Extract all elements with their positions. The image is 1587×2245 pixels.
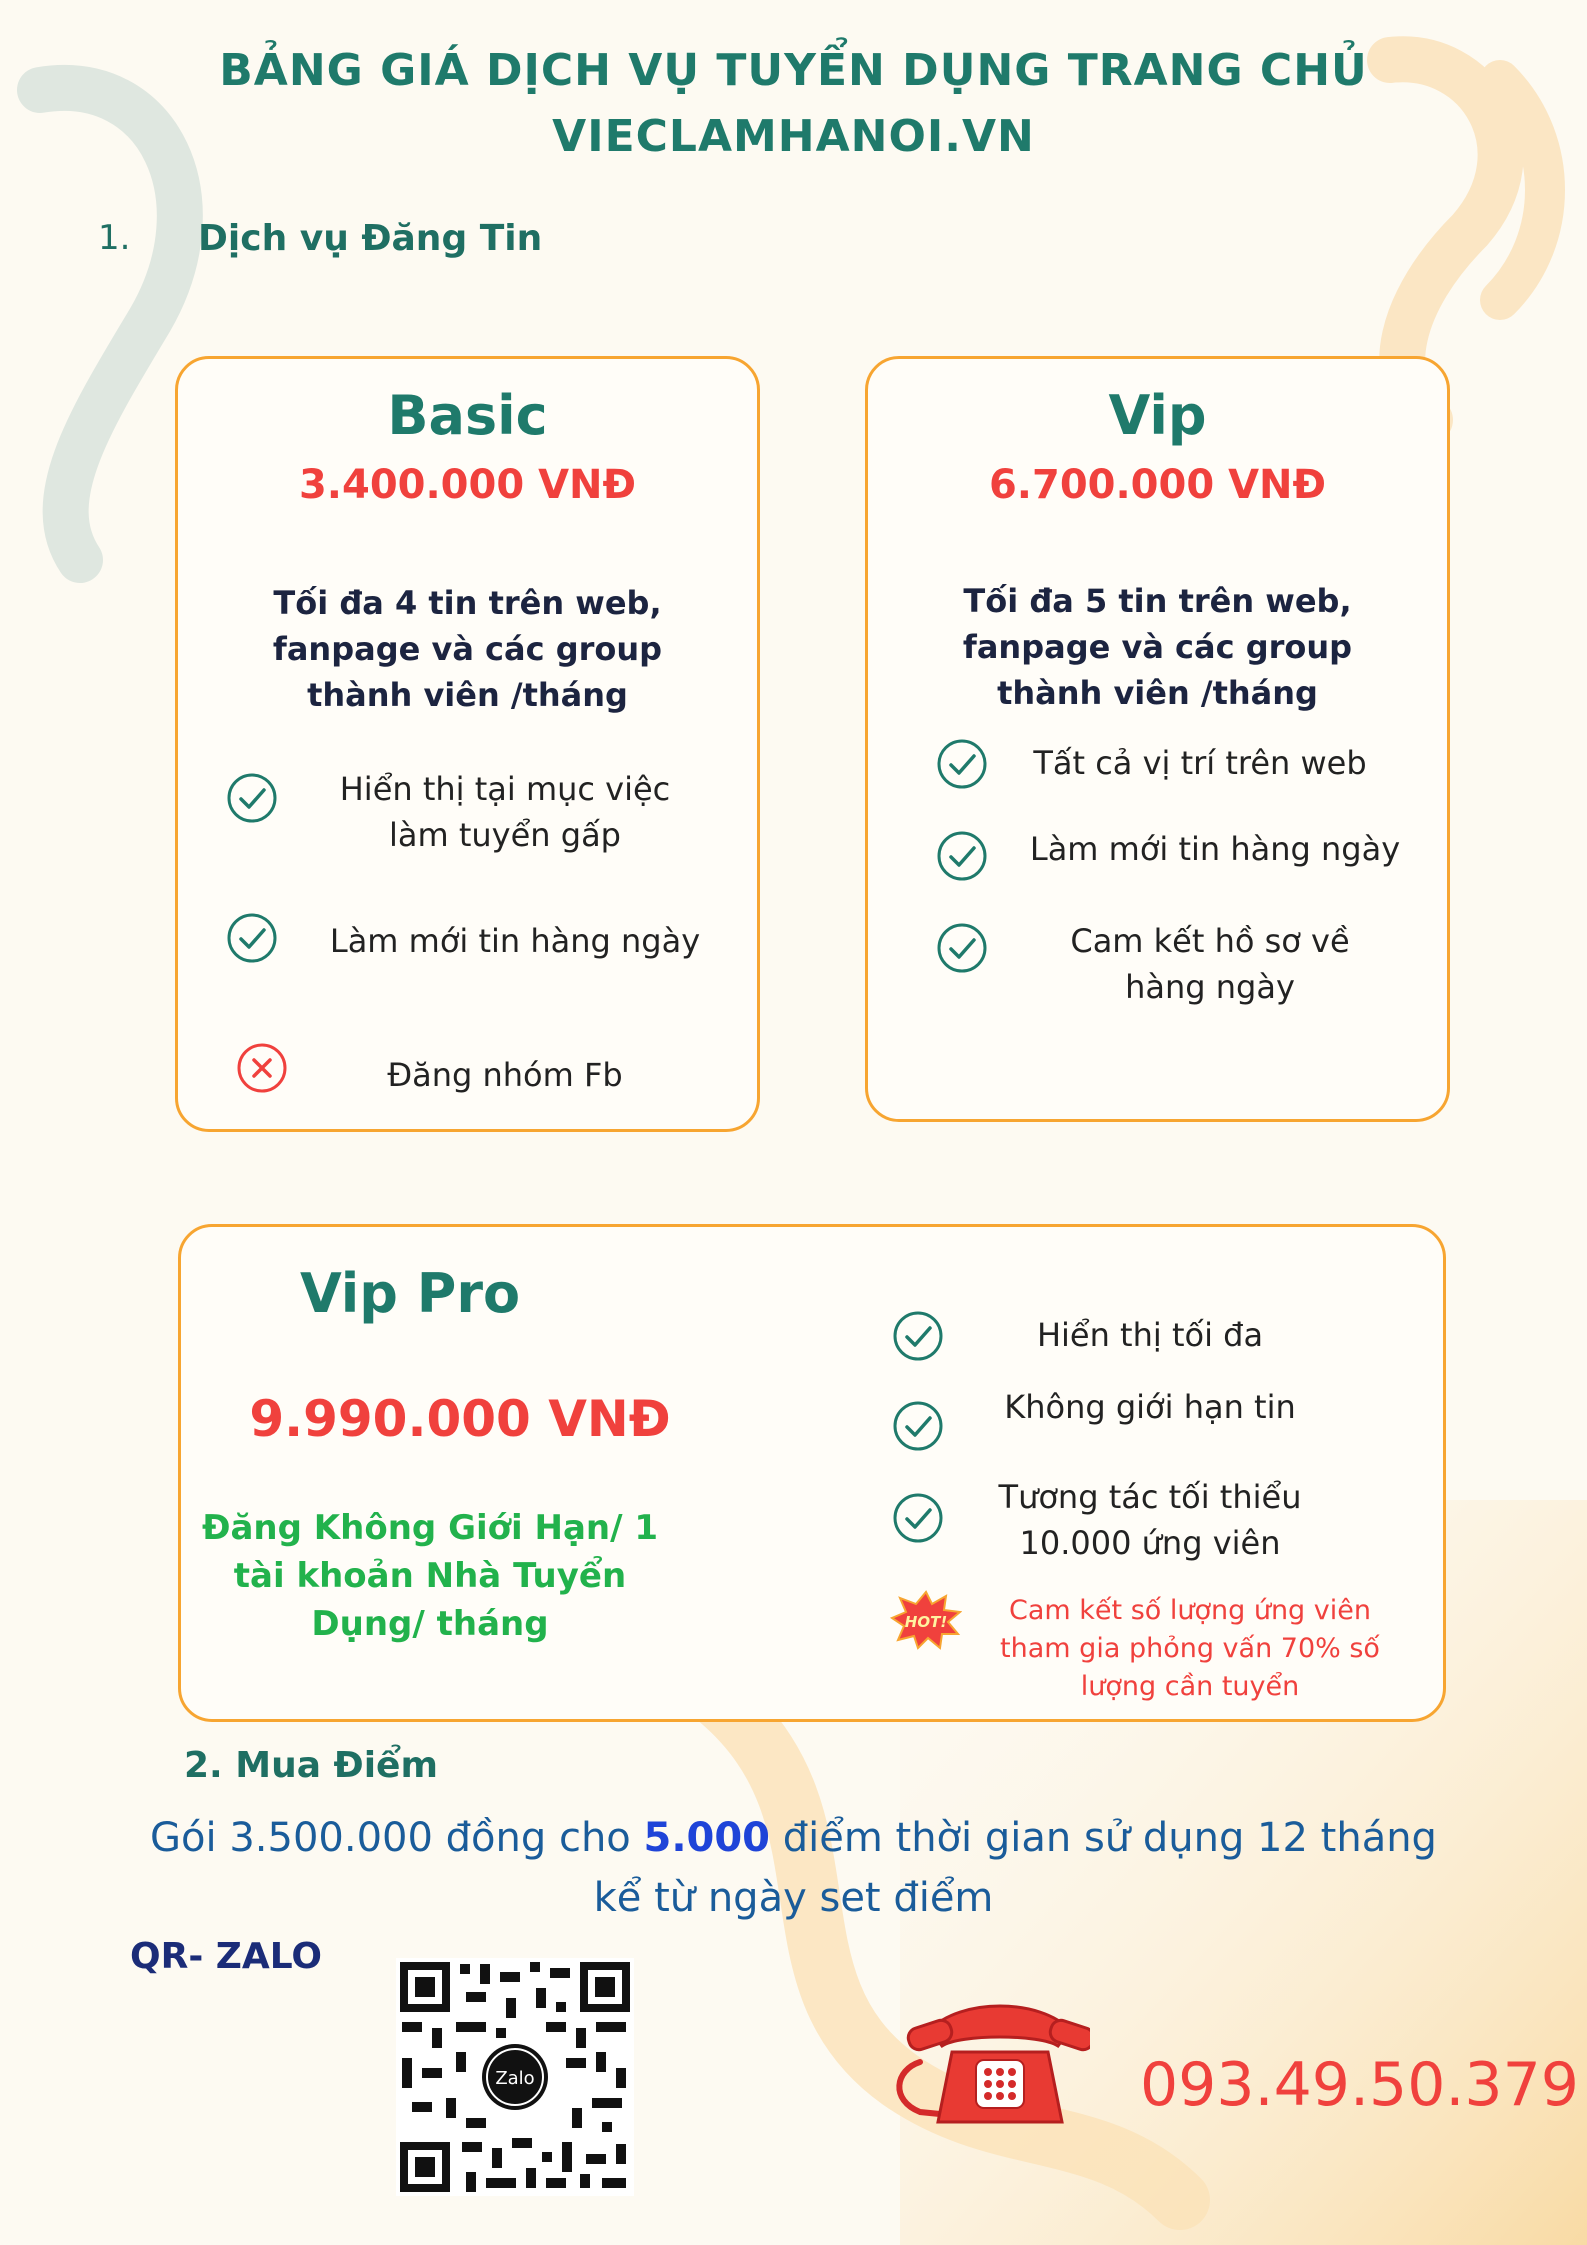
svg-text:HOT!: HOT!: [904, 1613, 948, 1631]
vip-pro-feature-1: Hiển thị tối đa: [1036, 1316, 1264, 1354]
basic-plan-name: Basic: [387, 384, 548, 447]
check-circle-icon: [892, 1310, 944, 1362]
check-circle-icon: [226, 912, 278, 964]
zalo-qr-code[interactable]: [396, 1958, 634, 2196]
section1-heading: Dịch vụ Đăng Tin: [198, 218, 543, 259]
points-offer-line2: kể từ ngày set điểm: [593, 1875, 994, 1921]
vip-feature-3: Cam kết hồ sơ về hàng ngày: [1070, 922, 1350, 1006]
vip-pro-feature-3: Tương tác tối thiểu 10.000 ứng viên: [998, 1478, 1302, 1562]
phone-number[interactable]: 093.49.50.379: [1140, 2050, 1579, 2120]
check-circle-icon: [226, 772, 278, 824]
basic-feature-1: Hiển thị tại mục việc làm tuyển gấp: [339, 770, 671, 854]
svg-text:Zalo: Zalo: [495, 2068, 535, 2089]
check-circle-icon: [936, 922, 988, 974]
vip-feature-1: Tất cả vị trí trên web: [1033, 744, 1367, 782]
check-circle-icon: [936, 738, 988, 790]
x-circle-icon: [236, 1042, 288, 1094]
points-offer-line1: Gói 3.500.000 đồng cho 5.000 điểm thời gian sử dụng 12 tháng: [150, 1815, 1437, 1861]
section1-number: 1.: [98, 218, 131, 258]
vip-feature-2: Làm mới tin hàng ngày: [1029, 830, 1401, 868]
page-title-line2: VIECLAMHANOI.VN: [552, 111, 1035, 162]
vip-plan-name: Vip: [1108, 384, 1207, 447]
vip-pro-feature-2: Không giới hạn tin: [1004, 1388, 1296, 1426]
check-circle-icon: [936, 830, 988, 882]
basic-feature-3: Đăng nhóm Fb: [387, 1056, 623, 1094]
check-circle-icon: [892, 1400, 944, 1452]
section2-heading: 2. Mua Điểm: [184, 1745, 438, 1786]
vip-pro-plan-name: Vip Pro: [299, 1262, 521, 1325]
vip-pro-plan-price: 9.990.000 VNĐ: [249, 1390, 671, 1448]
telephone-icon: [890, 2000, 1090, 2130]
basic-plan-price: 3.400.000 VNĐ: [298, 462, 637, 508]
check-circle-icon: [892, 1492, 944, 1544]
qr-zalo-label: QR- ZALO: [130, 1936, 323, 1977]
hot-badge-icon: [890, 1590, 962, 1650]
vip-plan-price: 6.700.000 VNĐ: [988, 462, 1327, 508]
vip-pro-plan-description: Đăng Không Giới Hạn/ 1 tài khoản Nhà Tuyển Dụng/ tháng: [201, 1508, 659, 1644]
vip-plan-description: Tối đa 5 tin trên web, fanpage và các group thành viên /tháng: [962, 582, 1353, 712]
basic-feature-2: Làm mới tin hàng ngày: [329, 922, 701, 960]
page-title-line1: BẢNG GIÁ DỊCH VỤ TUYỂN DỤNG TRANG CHỦ: [219, 45, 1368, 96]
vip-pro-commitment-note: Cam kết số lượng ứng viên tham gia phỏng vấn 70% số lượng cần tuyển: [1000, 1595, 1380, 1702]
basic-plan-description: Tối đa 4 tin trên web, fanpage và các group thành viên /tháng: [272, 584, 663, 714]
